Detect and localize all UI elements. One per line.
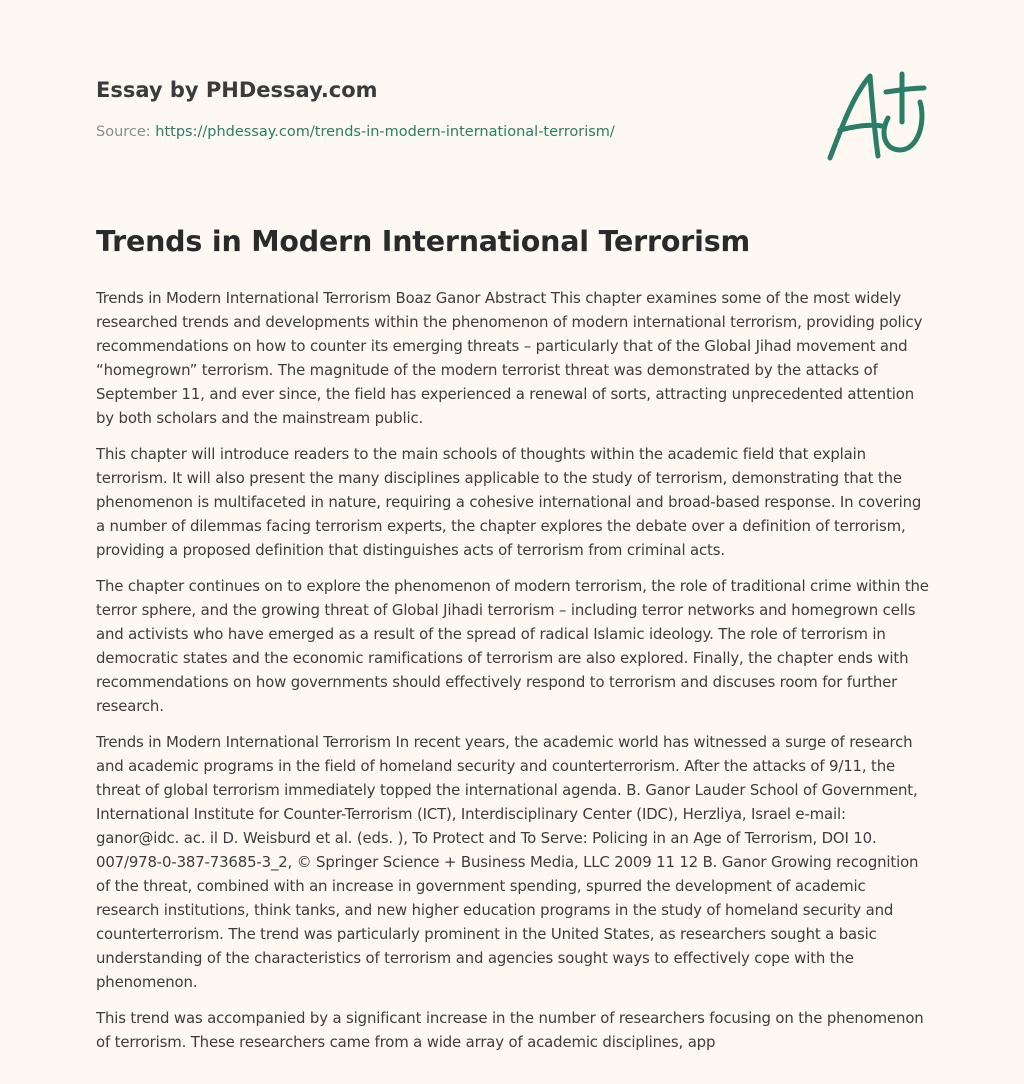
paragraph: Trends in Modern International Terrorism Boaz Ganor Abstract This chapter examines some of the most widely researched trends and developments within the phenomenon of modern international terrorism, providing policy recommendations on how to counter its emerging threats – particularly that of the Global Jihad movement and “homegrown” terrorism. The magnitude of the modern terrorist threat was demonstrated by the attacks of September 11, and ever since, the field has experienced a renewal of sorts, attracting unprecedented attention by both scholars and the mainstream public.	[96, 289, 923, 427]
a-plus-grade-icon	[822, 66, 932, 166]
letter-a-stroke	[830, 76, 878, 158]
essay-title: Trends in Modern International Terrorism	[96, 225, 750, 258]
source-line	[96, 124, 615, 140]
essay-body	[96, 286, 932, 1066]
site-brand: Essay by PHDessay.com	[96, 78, 378, 102]
source-link[interactable]: https://phdessay.com/trends-in-modern-international-terrorism/	[155, 124, 615, 140]
paragraph: This trend was accompanied by a significant increase in the number of researchers focusing on the phenomenon of terrorism. These researchers came from a wide array of academic disciplines, app	[96, 1009, 924, 1051]
plus-horizontal	[886, 88, 924, 92]
paragraph: This chapter will introduce readers to the main schools of thoughts within the academic field that explain terrorism. It will also present the many disciplines applicable to the study of terrorism, demonstrating that the phenomenon is multifaceted in nature, requiring a cohesive international and broad-based response. In covering a number of dilemmas facing terrorism experts, the chapter explores the debate over a definition of terrorism, providing a proposed definition that distinguishes acts of terrorism from criminal acts.	[96, 445, 922, 559]
paragraph: Trends in Modern International Terrorism In recent years, the academic world has witnessed a surge of research and academic programs in the field of homeland security and counterterrorism. After the attacks of 9/11, the threat of global terrorism immediately topped the international agenda. B. Ganor Lauder School of Government, International Institute for Counter-Terrorism (ICT), Interdisciplinary Center (IDC), Herzliya, Israel e-mail: ganor@idc. ac. il D. Weisburd et al. (eds. ), To Protect and To Serve: Policing in an Age of Terrorism, DOI 10. 007/978-0-387-73685-3_2, © Springer Science + Business Media, LLC 2009 11 12 B. Ganor Growing recognition of the threat, combined with an increase in government spending, spurred the development of academic research institutions, think tanks, and new higher education programs in the study of homeland security and counterterrorism. The trend was particularly prominent in the United States, as researchers sought a basic understanding of the characteristics of terrorism and agencies sought ways to effectively cope with the phenomenon.	[96, 733, 919, 991]
paragraph: The chapter continues on to explore the phenomenon of modern terrorism, the role of traditional crime within the terror sphere, and the growing threat of Global Jihadi terrorism – including terror networks and homegrown cells and activists who have emerged as a result of the spread of radical Islamic ideology. The role of terrorism in democratic states and the economic ramifications of terrorism are also explored. Finally, the chapter ends with recommendations on how governments should effectively respond to terrorism and discuses room for further research.	[96, 577, 929, 715]
source-label: Source:	[96, 124, 156, 140]
